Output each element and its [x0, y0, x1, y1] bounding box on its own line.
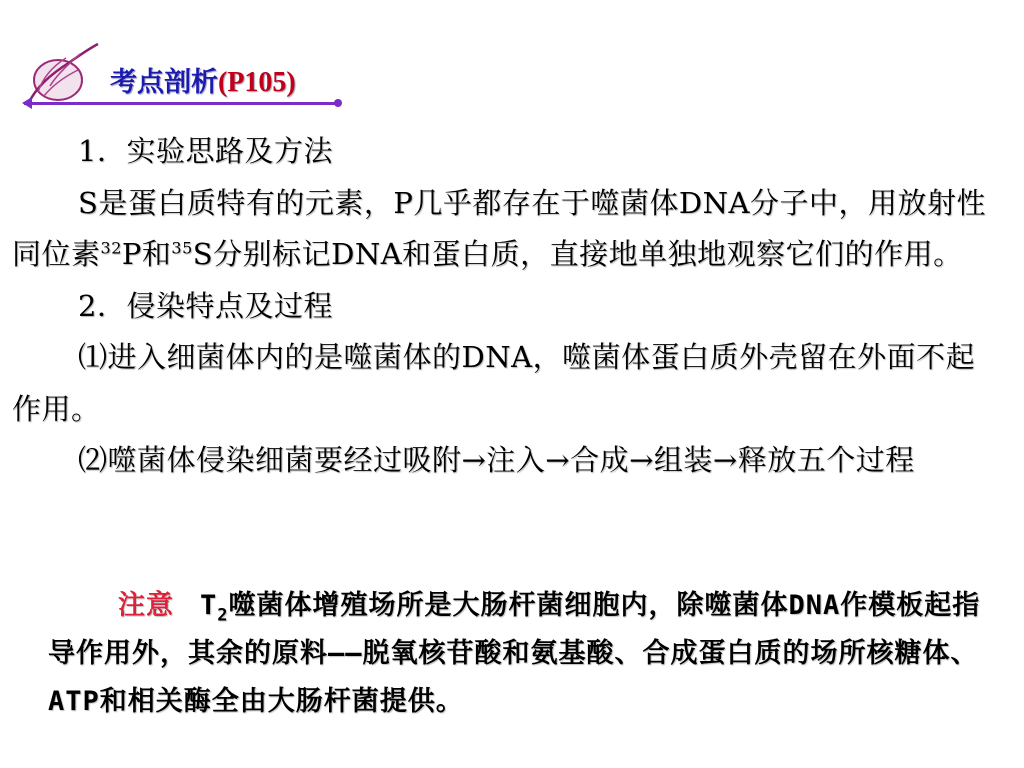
isotope-35: 35 — [171, 238, 193, 258]
isotope-32: 32 — [100, 238, 122, 258]
header-title: 考点剖析(P105) — [110, 67, 296, 98]
note-t-subscript: 2 — [217, 605, 229, 626]
header-rule-dot — [334, 99, 342, 107]
note-block — [48, 582, 998, 726]
feather-icon — [22, 40, 102, 108]
header-page-ref: (P105) — [218, 67, 296, 98]
section2-item-1: ⑴进入细菌体内的是噬菌体的DNA，噬菌体蛋白质外壳留在外面不起作用。 — [12, 340, 976, 426]
section-header — [22, 40, 362, 110]
note-text: 噬菌体增殖场所是大肠杆菌细胞内，除噬菌体DNA作模板起指导作用外，其余的原料——脱氧核苷酸和氨基酸、合成蛋白质的场所核糖体、ATP和相关酶全由大肠杆菌提供。 — [48, 590, 981, 717]
section2-heading: 2．侵染特点及过程 — [78, 288, 333, 323]
note-label: 注意 — [118, 590, 174, 621]
content-body — [12, 126, 1004, 487]
section1-heading: 1．实验思路及方法 — [78, 134, 333, 168]
section2-item-2: ⑵噬菌体侵染细菌要经过吸附→注入→合成→组装→释放五个过程 — [78, 443, 915, 477]
header-rule — [24, 102, 336, 105]
note-t-letter: T — [200, 590, 218, 621]
section1-paragraph: S是蛋白质特有的元素，P几乎都存在于噬菌体DNA分子中，用放射性同位素$^{32}$P和$^{35}$S分别标记DNA和蛋白质，直接地单独地观察它们的作用。 — [12, 185, 986, 271]
